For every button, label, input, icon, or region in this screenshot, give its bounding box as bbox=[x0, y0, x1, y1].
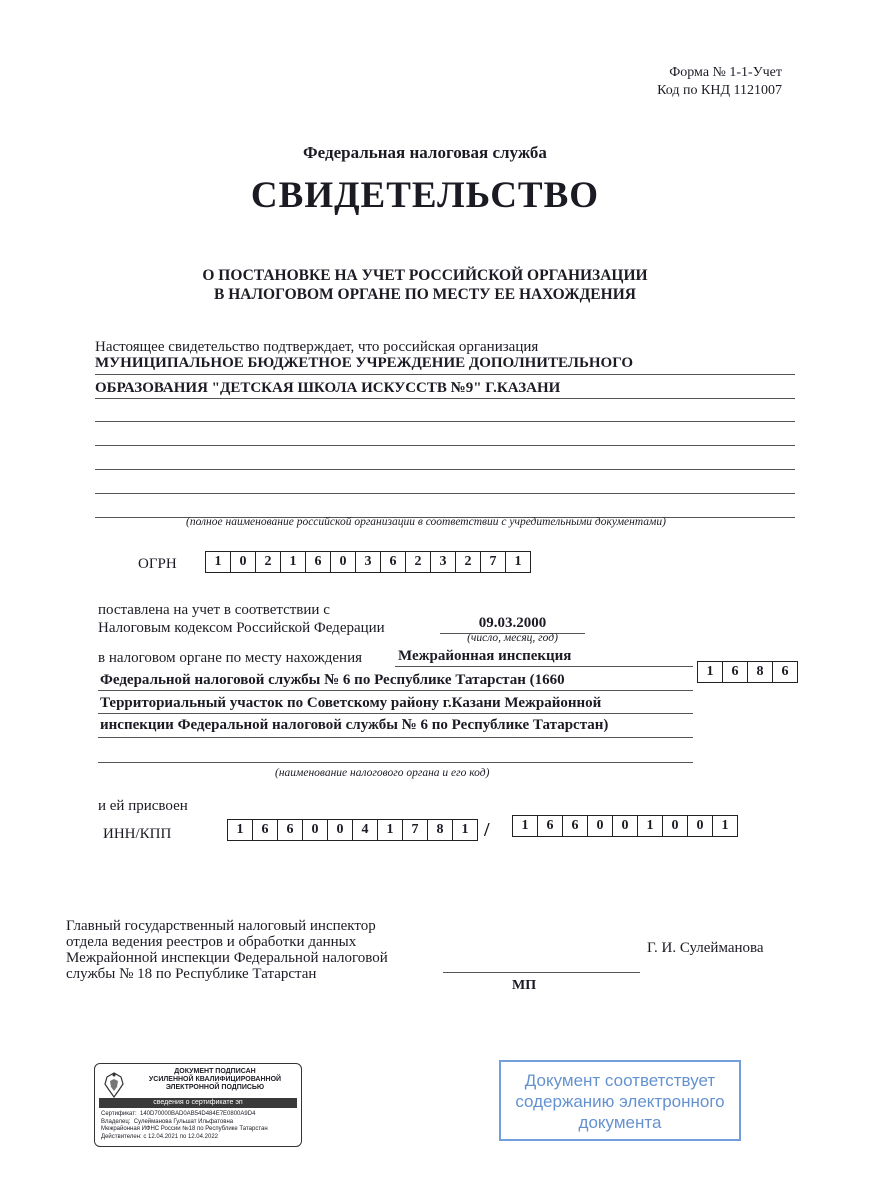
ogrn-digit: 3 bbox=[431, 552, 456, 572]
ogrn-digit: 7 bbox=[481, 552, 506, 572]
coat-of-arms-icon bbox=[101, 1070, 127, 1100]
rule bbox=[98, 713, 693, 714]
org-caption: (полное наименование российской организации в соответствии с учредительными документами) bbox=[186, 516, 666, 528]
conformity-stamp bbox=[499, 1060, 741, 1141]
rule bbox=[98, 737, 693, 738]
rule bbox=[98, 762, 693, 763]
rule bbox=[95, 445, 795, 446]
tax-code-digit: 6 bbox=[781, 664, 789, 679]
ogrn-label: ОГРН bbox=[138, 556, 177, 572]
intro-text: Настоящее свидетельство подтверждает, что российская организация bbox=[95, 339, 539, 355]
signatory-line-4: службы № 18 по Республике Татарстан bbox=[66, 966, 317, 982]
signatory-name: Г. И. Сулейманова bbox=[647, 940, 764, 956]
kpp-digit: 1 bbox=[721, 818, 729, 833]
inn-digit: 6 bbox=[253, 820, 278, 840]
kpp-boxes bbox=[512, 815, 738, 837]
knd-code: Код по КНД 1121007 bbox=[657, 83, 782, 98]
ogrn-digit: 1 bbox=[206, 552, 231, 572]
document-title: СВИДЕТЕЛЬСТВО bbox=[250, 175, 600, 216]
tax-code-digit: 6 bbox=[723, 662, 748, 682]
kpp-digit: 1 bbox=[513, 816, 538, 836]
rule bbox=[95, 398, 795, 399]
kpp-digit: 0 bbox=[688, 816, 713, 836]
signature-line bbox=[443, 972, 640, 973]
electronic-signature-box bbox=[94, 1063, 302, 1147]
assigned-label: и ей присвоен bbox=[98, 798, 188, 814]
date-caption: (число, месяц, год) bbox=[467, 632, 558, 644]
ogrn-digit: 2 bbox=[256, 552, 281, 572]
ecp-title-3: ЭЛЕКТРОННОЙ ПОДПИСЬЮ bbox=[165, 1084, 265, 1091]
rule bbox=[95, 493, 795, 494]
inn-digit: 0 bbox=[303, 820, 328, 840]
org-name-line-1: МУНИЦИПАЛЬНОЕ БЮДЖЕТНОЕ УЧРЕЖДЕНИЕ ДОПОЛНИТЕЛЬНОГО bbox=[95, 355, 634, 371]
ogrn-digit: 1 bbox=[514, 554, 522, 569]
registration-date: 09.03.2000 bbox=[478, 615, 547, 631]
ecp-org: Межрайонная ИФНС России №18 по Республике Татарстан bbox=[101, 1126, 268, 1132]
inn-kpp-label: ИНН/КПП bbox=[103, 826, 172, 842]
signatory-line-2: отдела ведения реестров и обработки данных bbox=[66, 934, 357, 950]
inn-digit: 0 bbox=[328, 820, 353, 840]
tax-code-digit: 8 bbox=[748, 662, 773, 682]
tax-office-prefix: в налоговом органе по месту нахождения bbox=[98, 650, 363, 666]
kpp-digit: 0 bbox=[663, 816, 688, 836]
ecp-cert bbox=[101, 1111, 297, 1119]
agency-name: Федеральная налоговая служба bbox=[303, 143, 547, 162]
ogrn-digit: 2 bbox=[456, 552, 481, 572]
rule bbox=[95, 469, 795, 470]
rule bbox=[95, 374, 795, 375]
tax-office-line-1: Межрайонная инспекция bbox=[398, 648, 572, 664]
ogrn-digit: 6 bbox=[381, 552, 406, 572]
inn-kpp-separator: / bbox=[484, 819, 490, 841]
tax-office-line-2: Федеральной налоговой службы № 6 по Республике Татарстан (1660 bbox=[100, 672, 565, 688]
ecp-owner-label: Владелец: bbox=[101, 1118, 131, 1125]
ecp-cert-label: Сертификат: bbox=[101, 1111, 137, 1117]
inn-digit: 6 bbox=[278, 820, 303, 840]
kpp-digit: 6 bbox=[563, 816, 588, 836]
inn-digit: 1 bbox=[228, 820, 253, 840]
kpp-digit: 1 bbox=[638, 816, 663, 836]
rule bbox=[395, 666, 693, 667]
inn-digit: 7 bbox=[403, 820, 428, 840]
stamp-line-1: Документ соответствует bbox=[524, 1071, 716, 1090]
stamp-line-3: документа bbox=[578, 1113, 662, 1132]
inn-digit: 4 bbox=[353, 820, 378, 840]
ecp-valid: Действителен: с 12.04.2021 по 12.04.2022 bbox=[101, 1133, 218, 1140]
org-name-line-2: ОБРАЗОВАНИЯ "ДЕТСКАЯ ШКОЛА ИСКУССТВ №9" Г.КАЗАНИ bbox=[95, 380, 561, 396]
ecp-owner bbox=[101, 1119, 297, 1127]
seal-place-label: МП bbox=[512, 978, 537, 993]
ogrn-boxes bbox=[205, 551, 531, 573]
ecp-owner-value: Сулейманова Гульшат Ильфатовна bbox=[133, 1118, 234, 1125]
inn-boxes bbox=[227, 819, 478, 841]
ecp-cert-value: 140D70000BAD0AB54D484E7E0800A9D4 bbox=[139, 1111, 256, 1117]
signatory-title bbox=[66, 918, 446, 982]
ecp-band: сведения о сертификате эп bbox=[99, 1098, 297, 1108]
tax-office-line-3: Территориальный участок по Советскому району г.Казани Межрайонной bbox=[100, 695, 602, 711]
signatory-line-1: Главный государственный налоговый инспектор bbox=[66, 918, 376, 934]
document-subtitle bbox=[0, 266, 850, 304]
form-header bbox=[657, 64, 782, 100]
registration-line-1: поставлена на учет в соответствии с bbox=[98, 602, 330, 618]
kpp-digit: 0 bbox=[588, 816, 613, 836]
stamp-line-2: содержанию электронного bbox=[515, 1092, 725, 1111]
registration-line-2: Налоговым кодексом Российской Федерации bbox=[98, 620, 385, 636]
ogrn-digit: 1 bbox=[281, 552, 306, 572]
subtitle-line-2: В НАЛОГОВОМ ОРГАНЕ ПО МЕСТУ ЕЕ НАХОЖДЕНИЯ bbox=[214, 286, 636, 303]
ecp-title-1: ДОКУМЕНТ ПОДПИСАН bbox=[174, 1068, 256, 1075]
ogrn-digit: 0 bbox=[231, 552, 256, 572]
ecp-title-2: УСИЛЕННОЙ КВАЛИФИЦИРОВАННОЙ bbox=[148, 1076, 282, 1083]
tax-code-digit: 1 bbox=[698, 662, 723, 682]
subtitle-line-1: О ПОСТАНОВКЕ НА УЧЕТ РОССИЙСКОЙ ОРГАНИЗАЦИИ bbox=[202, 267, 648, 284]
ogrn-digit: 6 bbox=[306, 552, 331, 572]
signatory-line-3: Межрайонной инспекции Федеральной налоговой bbox=[66, 950, 388, 966]
kpp-digit: 6 bbox=[538, 816, 563, 836]
inn-digit: 1 bbox=[378, 820, 403, 840]
ogrn-digit: 3 bbox=[356, 552, 381, 572]
tax-office-code-boxes bbox=[697, 661, 798, 683]
rule bbox=[95, 421, 795, 422]
tax-office-caption: (наименование налогового органа и его код) bbox=[275, 767, 490, 779]
kpp-digit: 0 bbox=[613, 816, 638, 836]
inn-digit: 1 bbox=[461, 822, 469, 837]
ogrn-digit: 2 bbox=[406, 552, 431, 572]
form-number: Форма № 1-1-Учет bbox=[669, 65, 782, 80]
ogrn-digit: 0 bbox=[331, 552, 356, 572]
inn-digit: 8 bbox=[428, 820, 453, 840]
rule bbox=[98, 690, 693, 691]
tax-office-line-4: инспекции Федеральной налоговой службы № 6 по Республике Татарстан) bbox=[100, 717, 609, 733]
